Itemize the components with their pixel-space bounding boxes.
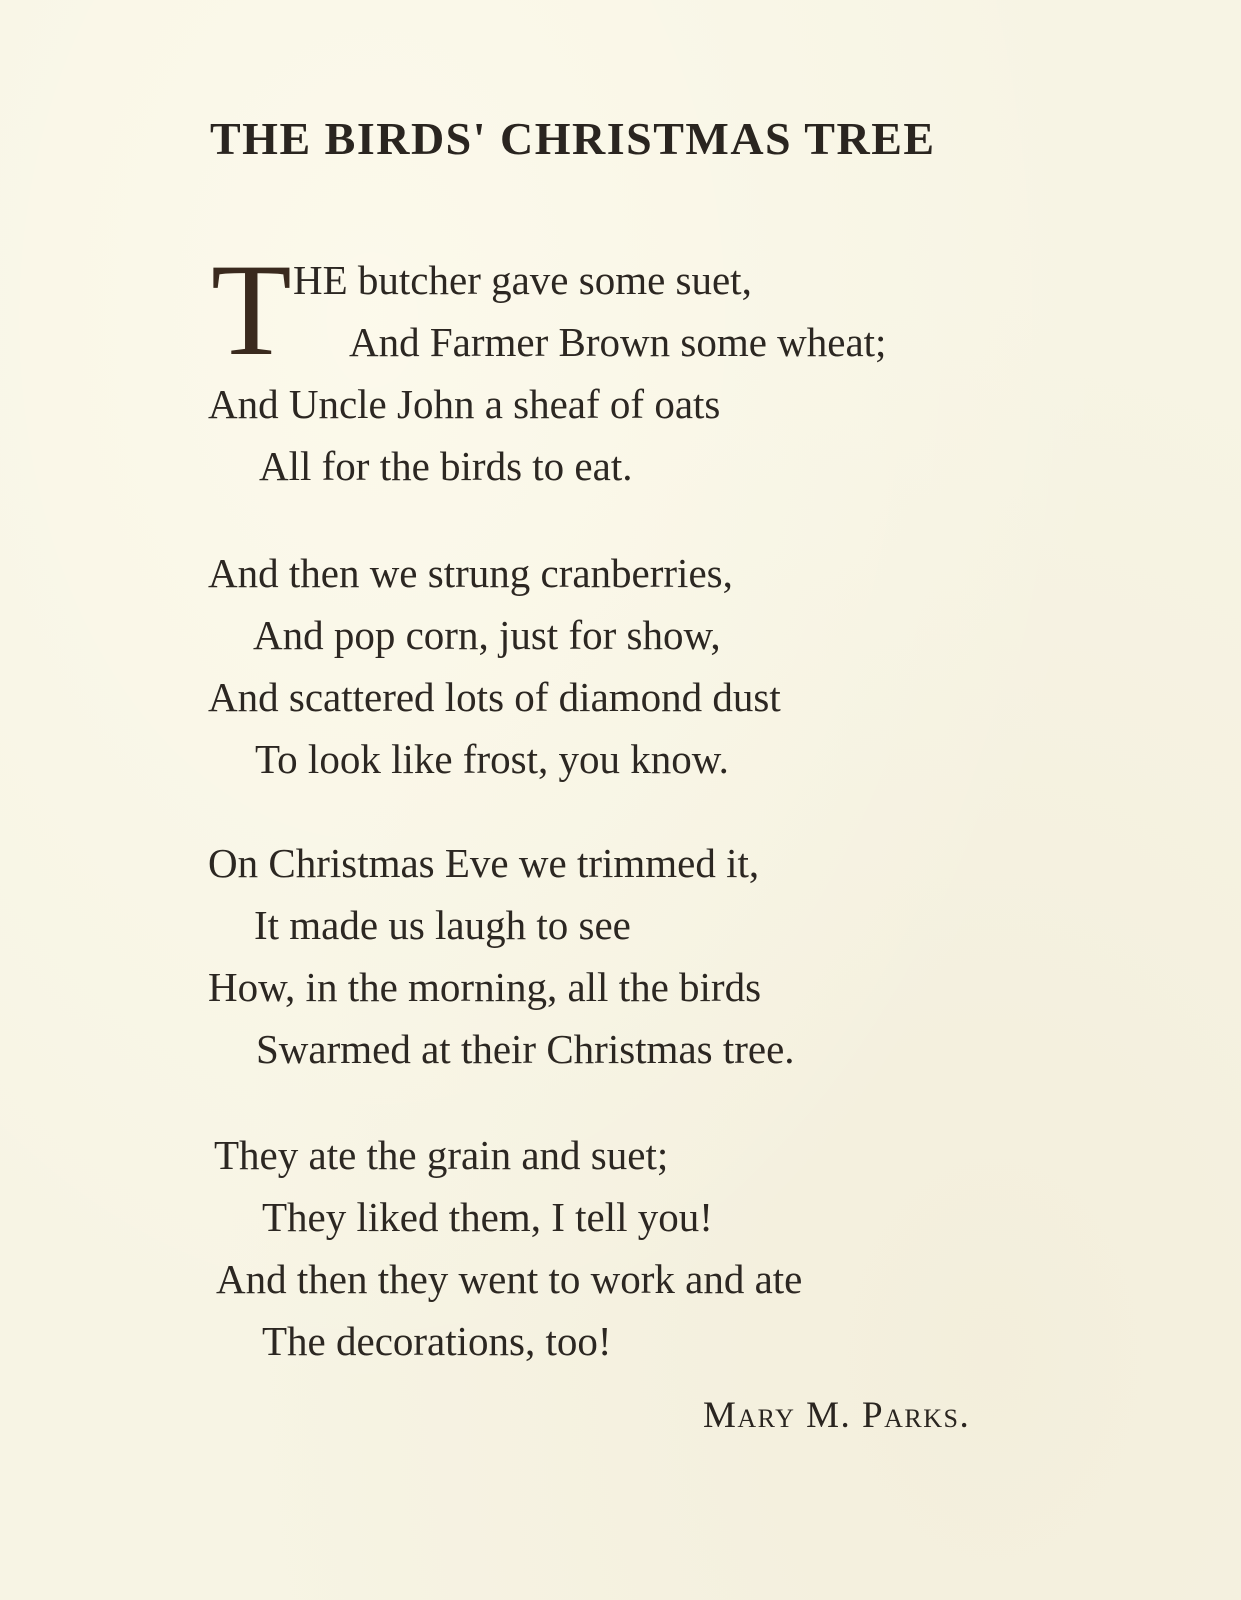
poem-line: The decorations, too! [262, 1318, 612, 1364]
poem-line: All for the birds to eat. [259, 443, 633, 489]
poem-line: They liked them, I tell you! [262, 1194, 713, 1240]
poem-line: HE butcher gave some suet, [293, 257, 752, 303]
author-signature: Mary M. Parks. [703, 1395, 971, 1436]
poem-line: How, in the morning, all the birds [208, 964, 762, 1010]
poem-title: THE BIRDS' CHRISTMAS TREE [210, 113, 936, 164]
poem-line: And then they went to work and ate [216, 1256, 803, 1302]
poem-line: And then we strung cranberries, [208, 550, 733, 596]
poem-line: And scattered lots of diamond dust [208, 674, 781, 720]
poem-line: On Christmas Eve we trimmed it, [208, 840, 760, 886]
poem-line: And Uncle John a sheaf of oats [208, 381, 721, 427]
poem-line: And Farmer Brown some wheat; [349, 319, 887, 365]
drop-cap: T [211, 236, 292, 383]
poem-line: To look like frost, you know. [255, 736, 729, 782]
poem-line: They ate the grain and suet; [214, 1132, 669, 1178]
poem-line: Swarmed at their Christmas tree. [256, 1026, 795, 1072]
poem-line: It made us laugh to see [254, 902, 631, 948]
poem-line: And pop corn, just for show, [253, 612, 721, 658]
